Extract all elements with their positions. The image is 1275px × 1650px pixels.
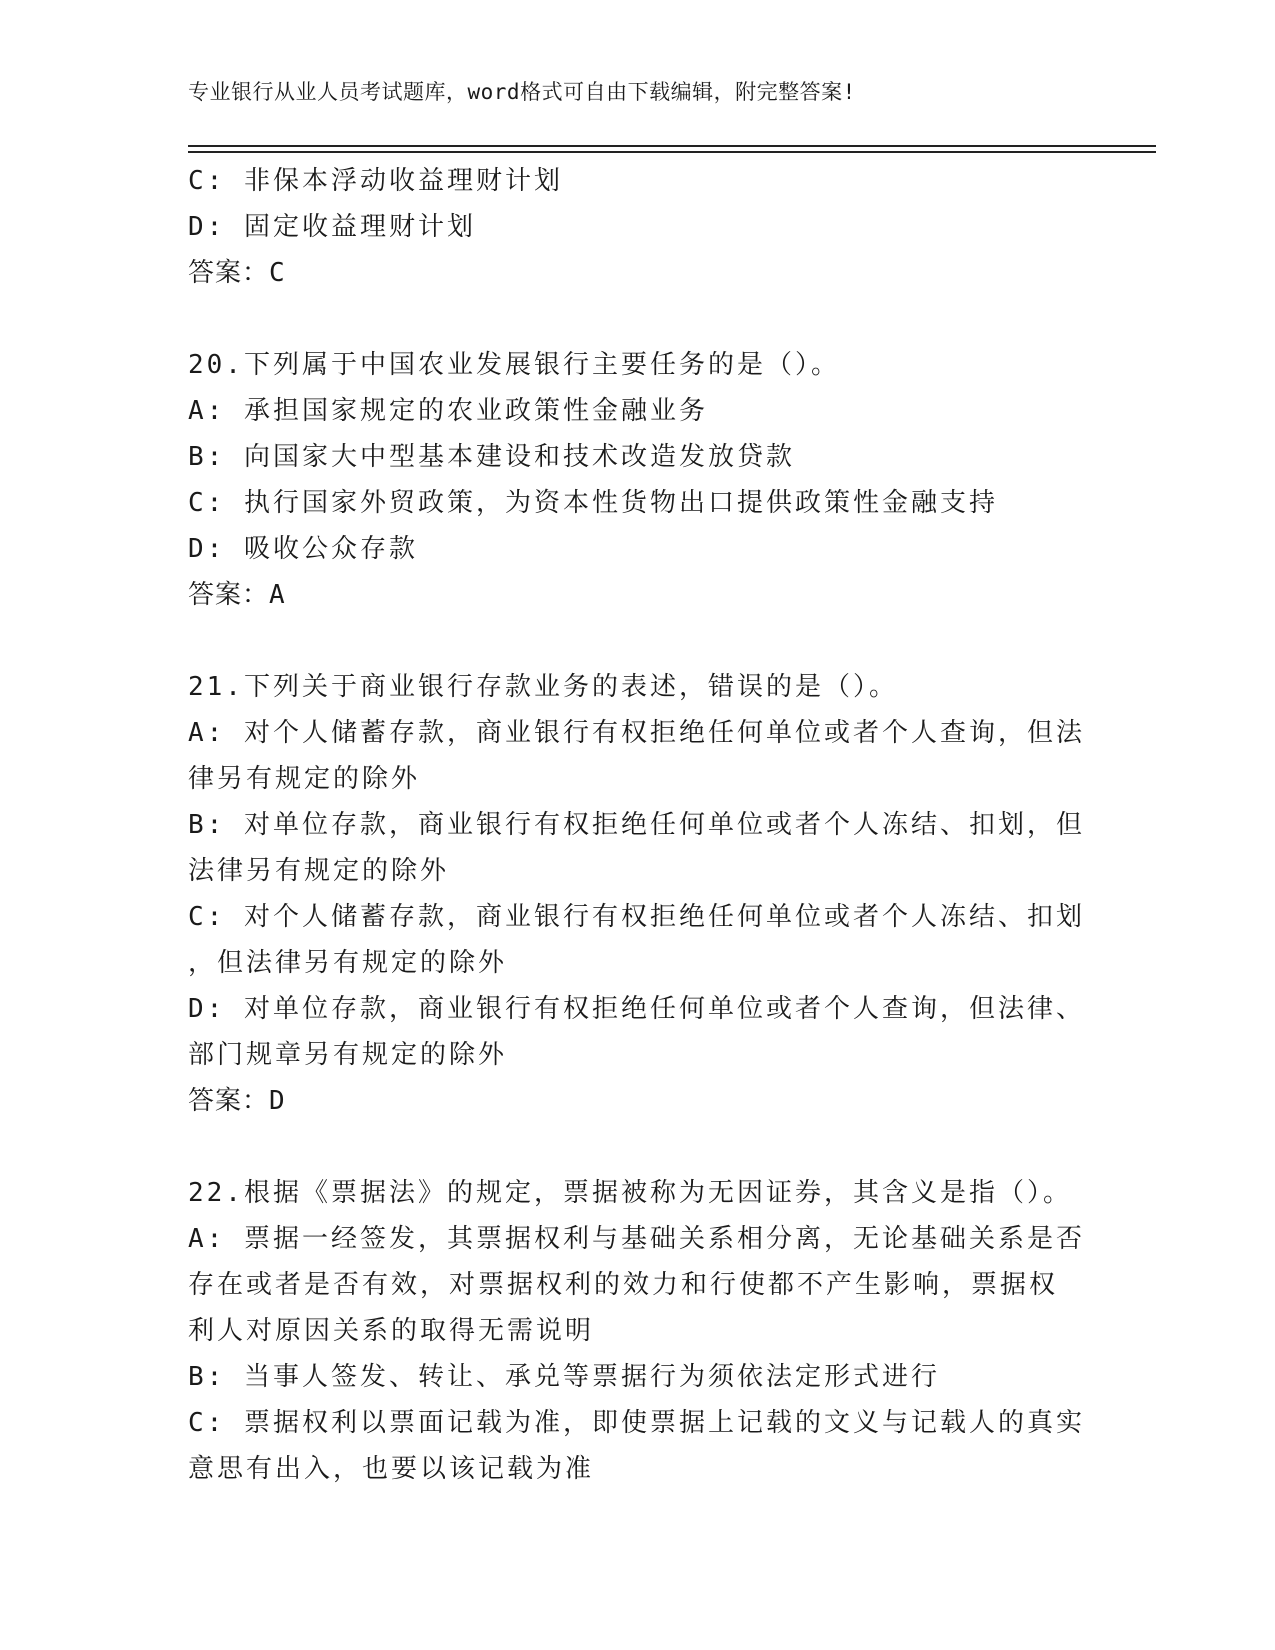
question-stem: 20.下列属于中国农业发展银行主要任务的是（）。 — [188, 350, 840, 380]
option-b: B: 向国家大中型基本建设和技术改造发放贷款 — [188, 442, 795, 472]
option-b-continued: 法律另有规定的除外 — [188, 856, 450, 886]
answer: 答案：C — [188, 258, 286, 288]
answer: 答案：D — [188, 1086, 286, 1116]
option-b: B: 对单位存款，商业银行有权拒绝任何单位或者个人冻结、扣划，但 — [188, 810, 1085, 840]
spacer — [188, 296, 1088, 342]
header-rule-bottom — [188, 151, 1156, 153]
header-rule-top — [188, 145, 1156, 147]
option-c: C: 执行国家外贸政策，为资本性货物出口提供政策性金融支持 — [188, 488, 998, 518]
option-a: A: 票据一经签发，其票据权利与基础关系相分离，无论基础关系是否 — [188, 1224, 1085, 1254]
option-b: B: 当事人签发、转让、承兑等票据行为须依法定形式进行 — [188, 1362, 940, 1392]
option-c-continued: ，但法律另有规定的除外 — [188, 948, 508, 978]
option-a: A: 对个人储蓄存款，商业银行有权拒绝任何单位或者个人查询，但法 — [188, 718, 1085, 748]
option-c-continued: 意思有出入，也要以该记载为准 — [188, 1454, 595, 1484]
option-d: D: 对单位存款，商业银行有权拒绝任何单位或者个人查询，但法律、 — [188, 994, 1085, 1024]
option-a-continued: 律另有规定的除外 — [188, 764, 421, 794]
spacer — [188, 1124, 1088, 1170]
option-c: C: 对个人储蓄存款，商业银行有权拒绝任何单位或者个人冻结、扣划 — [188, 902, 1085, 932]
option-a-continued: 存在或者是否有效，对票据权利的效力和行使都不产生影响，票据权 — [188, 1270, 1059, 1300]
spacer — [188, 618, 1088, 664]
option-d: D: 吸收公众存款 — [188, 534, 418, 564]
question-stem: 21.下列关于商业银行存款业务的表述，错误的是（）。 — [188, 672, 898, 702]
question-content — [188, 158, 1088, 1492]
option-c: C: 非保本浮动收益理财计划 — [188, 166, 563, 196]
option-d: D: 固定收益理财计划 — [188, 212, 476, 242]
option-c: C: 票据权利以票面记载为准，即使票据上记载的文义与记载人的真实 — [188, 1408, 1085, 1438]
page-header: 专业银行从业人员考试题库，word格式可自由下载编辑，附完整答案! — [188, 80, 856, 104]
question-stem: 22.根据《票据法》的规定，票据被称为无因证券，其含义是指（）。 — [188, 1178, 1072, 1208]
option-a: A: 承担国家规定的农业政策性金融业务 — [188, 396, 708, 426]
answer: 答案：A — [188, 580, 286, 610]
option-d-continued: 部门规章另有规定的除外 — [188, 1040, 508, 1070]
option-a-continued: 利人对原因关系的取得无需说明 — [188, 1316, 595, 1346]
